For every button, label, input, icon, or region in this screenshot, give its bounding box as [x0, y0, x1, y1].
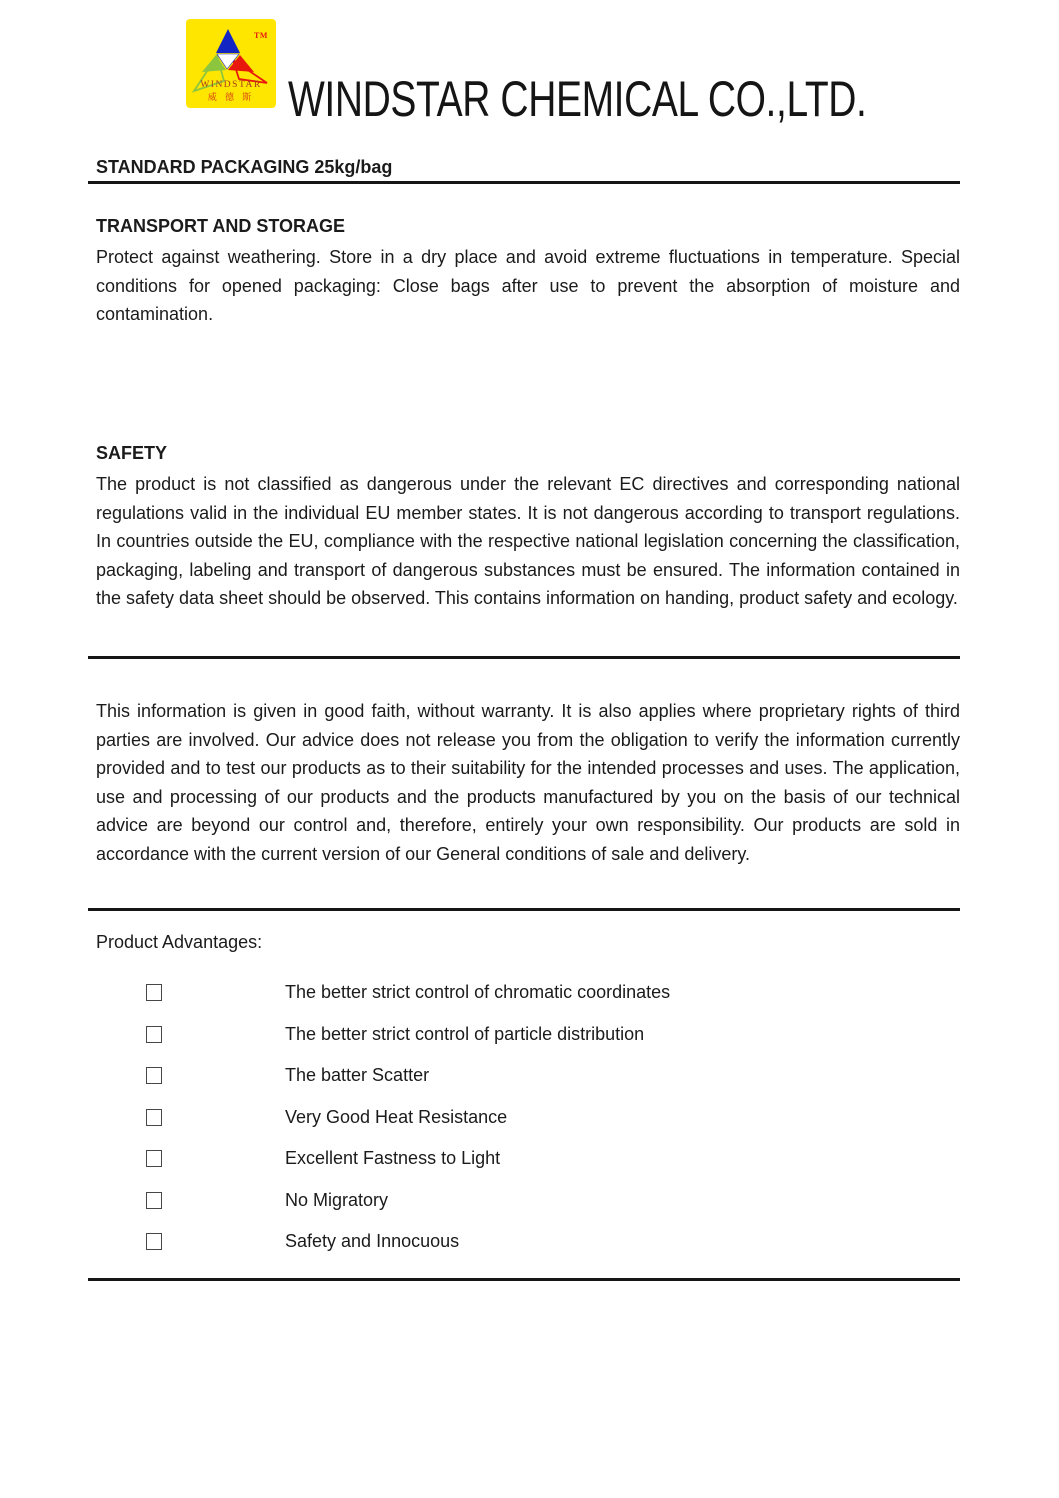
advantage-list-item: [96, 1221, 960, 1263]
divider-rule: [88, 656, 960, 659]
advantage-label: The batter Scatter: [285, 1065, 430, 1086]
advantage-label: The better strict control of chromatic coordinates: [285, 982, 671, 1003]
safety-paragraph: The product is not classified as dangerous under the relevant EC directives and corresponding national regulations valid in the individual EU member states. It is not dangerous according to transport regulations. In countries outside the EU, compliance with the respective national legislation concerning the classification, packaging, labeling and transport of dangerous substances must be ensured. The information contained in the safety data sheet should be observed. This contains information on handing, product safety and ecology.: [96, 474, 960, 608]
checkbox-icon: [146, 1150, 162, 1167]
company-title: WINDSTAR CHEMICAL CO.,LTD.: [288, 71, 867, 127]
logo-tm-mark: TM: [254, 31, 268, 40]
logo-brand-chinese-text: 威 德 斯: [207, 92, 255, 102]
advantage-list-item: [96, 1097, 960, 1139]
transport-heading: TRANSPORT AND STORAGE: [96, 216, 346, 236]
advantage-list-item: [96, 972, 960, 1014]
checkbox-icon: [146, 984, 162, 1001]
checkbox-icon: [146, 1109, 162, 1126]
advantage-label: The better strict control of particle distribution: [285, 1023, 645, 1044]
transport-paragraph: Protect against weathering. Store in a dry place and avoid extreme fluctuations in temperature. Special conditions for opened packaging: Close bags after use to prevent the absorption of moisture and contamination.: [96, 247, 960, 324]
disclaimer-paragraph: This information is given in good faith, without warranty. It is also applies where proprietary rights of third parties are involved. Our advice does not release you from the obligation to verify the information currently provided and to test our products as to their suitability for the intended processes and uses. The application, use and processing of our products and the products manufactured by you on the basis of our technical advice are beyond our control and, therefore, entirely your own responsibility. Our products are sold in accordance with the current version of our General conditions of sale and delivery.: [96, 701, 960, 864]
divider-rule: [88, 908, 960, 911]
checkbox-icon: [146, 1233, 162, 1250]
advantages-list: [96, 972, 960, 1263]
checkbox-icon: [146, 1026, 162, 1043]
checkbox-icon: [146, 1067, 162, 1084]
logo-brand-text: WINDSTAR: [200, 80, 262, 90]
advantage-list-item: [96, 1014, 960, 1056]
advantage-list-item: [96, 1055, 960, 1097]
divider-rule: [88, 1278, 960, 1281]
advantage-list-item: [96, 1180, 960, 1222]
windstar-logo: [186, 19, 276, 108]
divider-rule: [88, 181, 960, 184]
advantage-list-item: [96, 1138, 960, 1180]
advantage-label: Very Good Heat Resistance: [285, 1106, 508, 1127]
advantage-label: No Migratory: [285, 1189, 389, 1210]
advantage-label: Safety and Innocuous: [285, 1231, 460, 1252]
packaging-heading: STANDARD PACKAGING 25kg/bag: [96, 157, 393, 177]
advantage-label: Excellent Fastness to Light: [285, 1148, 501, 1169]
safety-heading: SAFETY: [96, 443, 168, 463]
checkbox-icon: [146, 1192, 162, 1209]
advantages-heading: Product Advantages:: [96, 932, 263, 952]
